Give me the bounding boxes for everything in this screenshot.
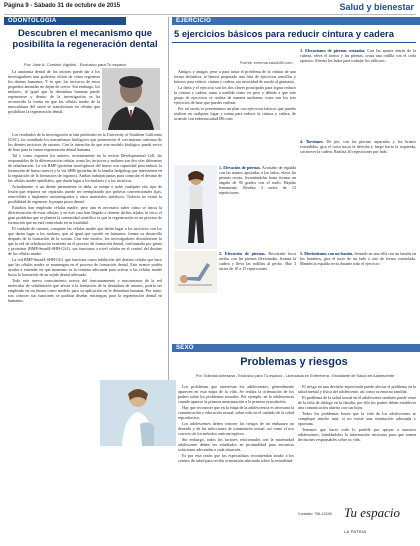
item-3-text: Con las manos detrás de la cabeza, eleva el tronco y las piernas, cruza una rodilla con el codo opuesto. Alterna los lados para trabajar los oblicuos. bbox=[300, 48, 416, 63]
item-5-label: 5. Movimientos con un bastón. bbox=[300, 251, 354, 256]
sexo-byline: Por: Soledad Antezana - Exclusivo para Tu espacio - Licenciada en Enfermería - Estudiante de Salud del Adolescente bbox=[195, 374, 395, 378]
tu-espacio-logo bbox=[344, 505, 400, 537]
ejercicio-tag: EJERCICIO bbox=[172, 17, 420, 25]
logo-brand: Tu espacio bbox=[344, 505, 400, 520]
item-1-label: 1. Elevación de piernas. bbox=[219, 165, 261, 170]
sexo-contact: Contacto: 756-10245 bbox=[298, 512, 332, 516]
sexo-paragraph-4: Sin embargo, todos los factores relacionados con la maternidad adolescente deben ser estudiados en profundidad para encontrar soluciones adecuadas a cada situación. bbox=[178, 437, 294, 452]
odontologia-byline: Por: José A. Corsinin Vigiolini - Exclusivo para Tu espacio bbox=[24, 62, 127, 67]
ejercicio-intro bbox=[174, 69, 296, 164]
dentist-photo bbox=[102, 68, 160, 130]
ejercicio-item-2 bbox=[219, 251, 296, 345]
ejercicio-item-4 bbox=[300, 139, 416, 247]
odontologia-body bbox=[8, 132, 162, 408]
couple-icon bbox=[100, 380, 176, 446]
sexo-paragraph-1: Los problemas que atraviesan los adolescentes, generalmente aparecen en esta etapa de la vida. Se realiza la orientación de los padres sobre los problemas sexuales. Por ejemplo, en la adolescencia cuando aparece la primera menstruación o la primera eyaculación. bbox=[178, 384, 294, 404]
spacer bbox=[296, 48, 298, 49]
odontologia-paragraph-1: La anatomía dental de los ratones puede dar a los investigadores una poderosa visión de cómo regenerar los dientes humanos. Y es que, los incisivos de estos pequeños animales no dejan de crecer. Sin embargo, los molares, al igual que la dentadura humana puede regenerarse y dentro de la investigación se ha reconocido la forma en que las células madre de la musculatura del ratón se transforman en células que posibilitan la regeneración dental. bbox=[8, 69, 100, 114]
section-title: Salud y bienestar bbox=[339, 2, 414, 12]
page-date: Página 9 - Sábado 31 de octubre de 2015 bbox=[4, 3, 121, 9]
sexo-right-paragraph-3: Todos los problemas hacen que la vida de los adolescentes se complique mucho más, si no existe una orientación adecuada y oportuna. bbox=[298, 411, 416, 426]
item-2-text: Recostado boca arriba, con las piernas flexionadas, levanta la cadera y lleva las rodillas al pecho. Haz 3 series de 10 a 15 repeticiones. bbox=[219, 251, 296, 271]
ejercicio-paragraph-1: Amigos y amigas, pese a para tratar el problema de la cintura de una forma definitiva, te hemos preparado una lista de ejercicios sencillos y básicos para reducir cintura y cadera, sin necesidad de acudir al gimnasio. bbox=[174, 69, 296, 84]
odontologia-title: Descubren el mecanismo que posibilita la regeneración dental bbox=[12, 28, 158, 50]
item-2-label: 2. Elevación de piernas. bbox=[219, 251, 266, 256]
sexo-right-paragraph-4: Tenemos que hacer todo lo posible por apoyar a nuestros adolescentes, brindándoles la información necesaria para que tomen decisiones responsables sobre su vida. bbox=[298, 427, 416, 442]
odontologia-paragraph-8: Todo este nuevo conocimiento acerca del funcionamiento y mecanismos de la red molecular de señalización que afecta a la formación de la dentadura de ratones, podría ser empleado en un futuro como modelo para su aplicación en la dentadura humana. Por tanto, tras conocer sus funciones se podrían diseñar estrategias para la regeneración dental en humanos. bbox=[8, 278, 162, 303]
ejercicio-item-3 bbox=[300, 48, 416, 134]
sexo-title: Problemas y riesgos bbox=[240, 356, 348, 368]
woman-exercise-icon bbox=[174, 165, 217, 249]
sexo-body-right bbox=[298, 384, 416, 506]
ejercicio-item-1 bbox=[219, 165, 296, 247]
sexo-paragraph-3: Los adolescentes deben conocer los riesgos de un embarazo no deseado y de las infecciones de transmisión sexual, así como el uso correcto de los métodos anticonceptivos. bbox=[178, 421, 294, 436]
column-divider bbox=[168, 17, 169, 422]
dentist-portrait-icon bbox=[102, 68, 160, 130]
sexo-body-left bbox=[178, 384, 294, 544]
odontologia-paragraph-5: Estudios han empleado células madre, pero aún es necesario saber cómo se inicia la diferenciación de estas células; y en este caso han llegado a obtener dichos tejidos in vitro; el gran problema que se plantea la comunidad científica es que la regeneración es un proceso de formación que no está controlado en su totalidad. bbox=[8, 205, 162, 225]
odontologia-paragraph-3: Tal y como exponen los autores, recientemente en la revista Developmental Cell, las responsables de la diferenciación celular como los incisivos y molares son dos vías diferentes de señalización. La vía BMP (proteína morfogénica del hueso con capacidad para inducir la formación de hueso nuevo) y la vía SHH (proteína de la familia hedgehog que intervienen en la regulación de la formación de órganos). Ambas trabajan juntas para controlar el destino de las células madre epiteliales, que darán lugar a los molares y a los incisivos. bbox=[8, 153, 162, 183]
ejercicio-rule bbox=[172, 42, 416, 43]
odontologia-paragraph-2: Los resultados de la investigación se han publicado en la University of Southern California (USC), los estudiado los mecanismos biológicos que promueven el crecimiento continuo de los dientes incisivos de ratones. Con la intención de que este modelo biológico pueda servir de base para la futura regeneración dental humana. bbox=[8, 132, 162, 152]
ejercicio-paragraph-3: Por tal razón, te presentamos un plan con ejercicios básicos que puedes realizar en cualquier lugar y rutina para reducir la cintura y cadera, de acuerdo con enforma.salud180.com: bbox=[174, 106, 296, 121]
sexo-tag: SEXO bbox=[172, 344, 420, 352]
odontologia-tag: ODONTOLOGÍA bbox=[4, 17, 126, 25]
exercise-photo-1 bbox=[174, 165, 217, 249]
sexo-paragraph-5: Es por esta razón que los especialistas recomiendan acudir a los centros de salud para recibir orientación adecuada sobre la sexualidad. bbox=[178, 453, 294, 463]
ejercicio-paragraph-2: La dieta y el ejercicio son los dos claves principales para lograr reducir la cintura y cadera, tanto a medida como en peso y debido a que este grupo de ejercicios se realiza de manera uniforme, estos son los tres ejercicios de base que puedes realizar. bbox=[174, 85, 296, 105]
ejercicio-item-5 bbox=[300, 251, 416, 345]
leg-raise-icon bbox=[174, 251, 217, 293]
logo-sub: LA PATRIA bbox=[344, 529, 367, 534]
item-4-text: De pie, con las piernas separadas y los brazos extendidos, gira el torso hacia la derecha y luego hacia la izquierda, sin mover la cadera. Realiza 20 repeticiones por lado. bbox=[300, 139, 416, 154]
page-header bbox=[4, 2, 416, 15]
couple-photo bbox=[100, 380, 176, 446]
odontologia-paragraph-6: El cuidado de ratones, comparte las células madre que darán lugar a los incisivos con los que darán lugar a los molares, que al igual que sucede en humanos, frenan su desarrollo después de la formación de la corona. Con este motivo, los investigadores descubrieron lo que la red de señalización existente en el proceso de formación dental, conformada por genes y proteínas (BMP-Smad4-SHH-Gli1), sus funciones a nivel celular en el control del destino de las células madre. bbox=[8, 226, 162, 256]
odontologia-intro bbox=[8, 69, 100, 131]
sexo-right-paragraph-1: El riesgo en una decisión equivocada puede afectar el problema en la salud mental y física del adolescente, así como su entorno familiar. bbox=[298, 384, 416, 394]
odontologia-paragraph-7: La red BMP-Smad4-SHH-Gli1 que funciona como inhibición del destino celular que hace que las células madre se mantengan en el proceso de formación dental. Este avance podría ayudar a entender en qué momento es la ventana adecuada para activar a las células madre hacia la formación de un tejido dental adecuado. bbox=[8, 257, 162, 277]
item-3-label: 3. Elevaciones de piernas cruzadas. bbox=[300, 48, 366, 53]
sexo-right-paragraph-2: El problema de la salud sexual en el adolescente también puede venir de la falta de diálogo en la familia, por ello los padres deben establecer una comunicación abierta con sus hijos. bbox=[298, 395, 416, 410]
ejercicio-title: 5 ejercicios básicos para reducir cintura y cadera bbox=[174, 28, 394, 39]
item-1-text: Acostado de espalda con las manos apoyadas a los lados, eleva las piernas rectas, levantándolas hasta formar un ángulo de 90 grados con el suelo. Bájalas lentamente. Realiza 3 series de 12 repeticiones. bbox=[219, 165, 296, 195]
item-4-label: 4. Torsiones. bbox=[300, 139, 324, 144]
item-5-text: Sentado en una silla con un bastón en los hombros, gira el torso de un lado a otro de forma controlada. Mantén la espalda recta durante todo el ejercicio. bbox=[300, 251, 416, 266]
sexo-paragraph-2: Hay que reconocer que en la etapa de la adolescencia es necesaria la comunicación y educación sexual, sobre todo en el cuidado de la salud reproductiva. bbox=[178, 405, 294, 420]
ejercicio-source: Fuente: enforma.salud180.com bbox=[240, 61, 293, 65]
odontologia-paragraph-4: Actualmente, si un diente permanente se daña, se rompe o sufre cualquier otro tipo de lesión que requiera ser reparado, puede ser reemplazado por prótesis convencionales fijas, removibles o implantes oseointegrados y otros materiales sintéticos. Todavía no existe la posibilidad de regenerar la propia pieza dental. bbox=[8, 184, 162, 204]
exercise-photo-2 bbox=[174, 251, 217, 293]
